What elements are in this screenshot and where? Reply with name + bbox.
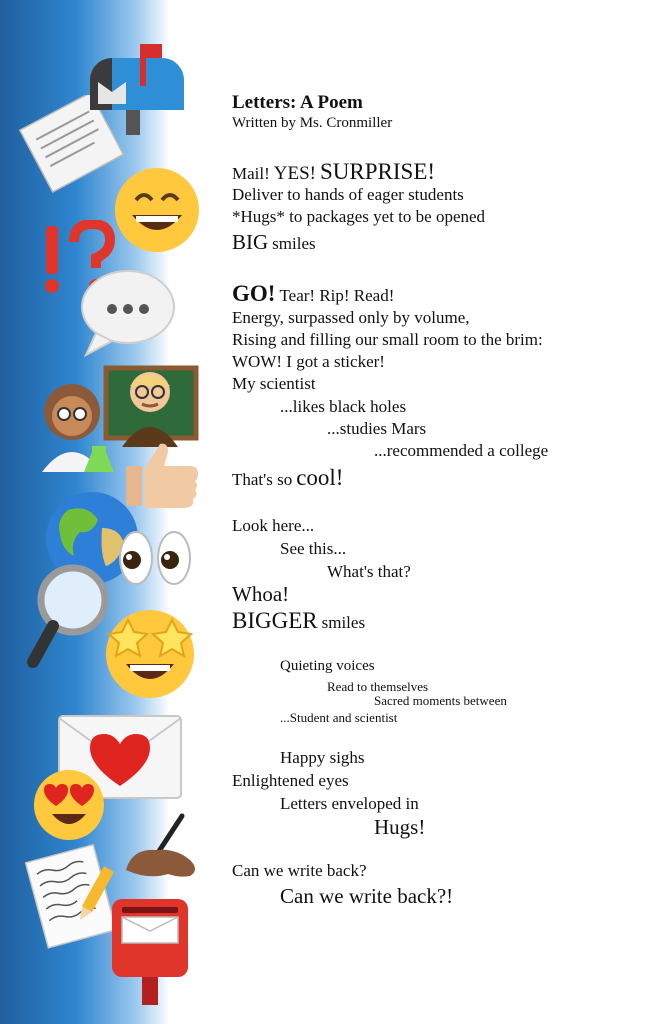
stanza2-line1 xyxy=(232,282,394,305)
text-yes: YES! xyxy=(273,163,317,184)
stanza5-line1: Happy sighs xyxy=(280,748,365,767)
speech-bubble-icon xyxy=(78,265,178,365)
handwritten-page-icon xyxy=(22,842,122,952)
stanza3-line3: What's that? xyxy=(327,562,411,581)
stanza2-line5: My scientist xyxy=(232,374,316,393)
text-thats-so: That's so xyxy=(232,470,293,489)
star-struck-face-icon xyxy=(98,602,202,702)
stanza4-line2: Read to themselves xyxy=(327,679,429,694)
text-smiles-2: smiles xyxy=(321,613,366,632)
stanza3-line1: Look here... xyxy=(232,516,315,535)
text-mail: Mail! xyxy=(232,164,270,183)
text-big: BIG xyxy=(232,230,269,254)
stanza1-line4 xyxy=(232,232,316,253)
stanza4-line3: Sacred moments between xyxy=(374,693,507,708)
stanza2-line6: ...likes black holes xyxy=(280,397,407,416)
woman-scientist-icon xyxy=(34,372,118,472)
text-tear-rip-read: Tear! Rip! Read! xyxy=(279,286,395,305)
stanza6-line2: Can we write back?! xyxy=(280,884,454,908)
stanza3-line5 xyxy=(232,609,365,632)
stanza5-line3: Letters enveloped in xyxy=(280,794,419,813)
mailbox-icon xyxy=(80,40,190,135)
poem-byline: Written by Ms. Cronmiller xyxy=(232,115,393,131)
stanza4-line1: Quieting voices xyxy=(280,658,375,674)
stanza6-line1: Can we write back? xyxy=(232,861,367,880)
text-bigger: BIGGER xyxy=(232,608,318,633)
heart-eyes-face-icon xyxy=(32,768,106,842)
stanza5-line2: Enlightened eyes xyxy=(232,771,349,790)
stanza1-line3: *Hugs* to packages yet to be opened xyxy=(232,207,486,226)
text-cool: cool! xyxy=(296,465,344,490)
stanza2-line9 xyxy=(232,466,343,489)
stanza5-line4: Hugs! xyxy=(374,815,426,839)
text-go: GO! xyxy=(232,281,276,306)
text-smiles: smiles xyxy=(272,234,316,253)
grinning-face-icon xyxy=(112,165,202,255)
writing-hand-icon xyxy=(120,812,205,892)
stanza1-line2: Deliver to hands of eager students xyxy=(232,185,464,204)
stanza2-line2: Energy, surpassed only by volume, xyxy=(232,308,470,327)
stanza4-line4: ...Student and scientist xyxy=(280,710,398,725)
stanza3-line2: See this... xyxy=(280,539,347,558)
stanza2-line4: WOW! I got a sticker! xyxy=(232,352,385,371)
stanza2-line8: ...recommended a college xyxy=(374,441,549,460)
stanza1-line1 xyxy=(232,160,435,183)
poem-title: Letters: A Poem xyxy=(232,92,363,113)
stanza3-line4: Whoa! xyxy=(232,582,290,606)
text-surprise: SURPRISE! xyxy=(320,159,436,184)
postbox-icon xyxy=(108,895,192,1005)
stanza2-line3: Rising and filling our small room to the brim: xyxy=(232,330,543,349)
stanza2-line7: ...studies Mars xyxy=(327,419,427,438)
eyes-icon xyxy=(118,530,192,586)
